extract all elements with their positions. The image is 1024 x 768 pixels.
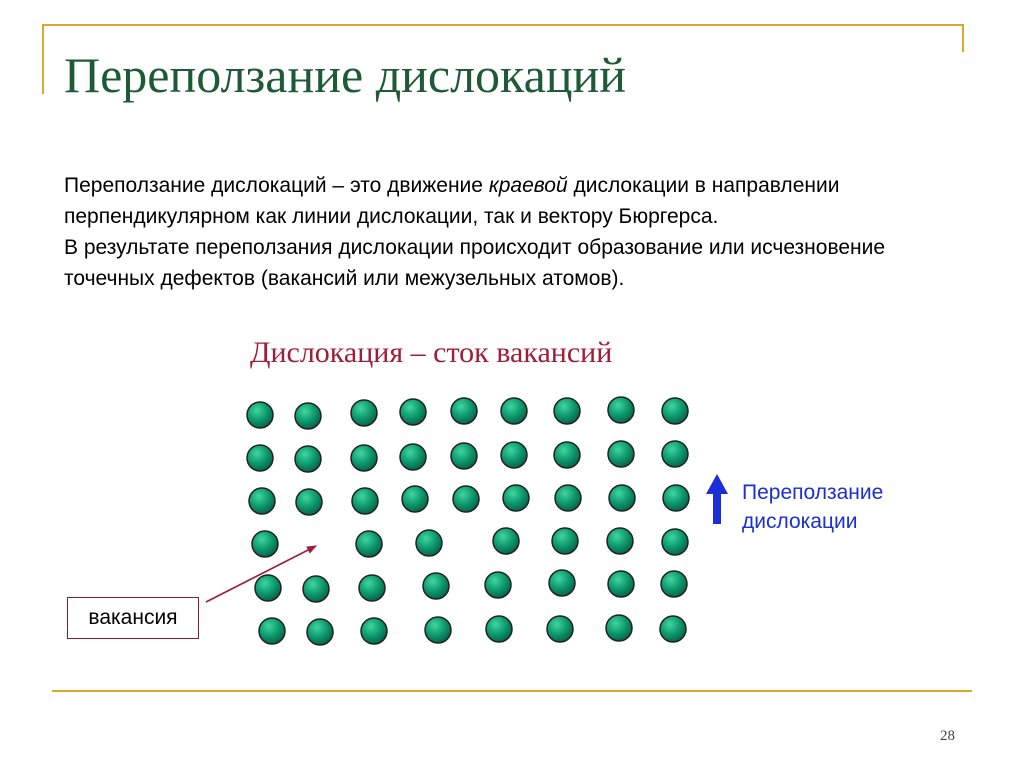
atom: [609, 485, 635, 511]
atom: [247, 402, 273, 428]
slide-title: Переползание дислокаций: [64, 47, 627, 103]
atom: [296, 489, 322, 515]
atoms-group: [247, 397, 689, 645]
atom: [307, 619, 333, 645]
atom: [660, 616, 686, 642]
atom: [552, 528, 578, 554]
atom: [351, 400, 377, 426]
definition-end: дислокации в направлении перпендикулярном как линии дислокации, так и вектору Бюргерса.: [64, 174, 840, 228]
atom: [356, 531, 382, 557]
climb-label-line2: дислокации: [742, 510, 858, 533]
atom: [400, 399, 426, 425]
atom: [554, 442, 580, 468]
atom: [606, 615, 632, 641]
atom: [607, 528, 633, 554]
atom: [554, 398, 580, 424]
atom: [351, 445, 377, 471]
atom: [423, 573, 449, 599]
definition-emphasis: краевой: [488, 174, 568, 197]
atom: [303, 576, 329, 602]
climb-label: [742, 478, 883, 536]
atom: [501, 442, 527, 468]
atom: [608, 571, 634, 597]
atom: [400, 444, 426, 470]
atom: [259, 618, 285, 644]
atom: [425, 617, 451, 643]
paragraph-result: В результате переползания дислокации происходит образование или исчезновение точечных дефектов (вакансий или межузельных атомов).: [64, 236, 886, 290]
atom: [247, 445, 273, 471]
atom: [255, 575, 281, 601]
atom: [485, 572, 511, 598]
page-number: 28: [940, 728, 955, 744]
atom: [451, 398, 477, 424]
atom: [252, 531, 278, 557]
atom: [493, 528, 519, 554]
atom: [361, 618, 387, 644]
frame-bottom-line: [52, 690, 972, 692]
atom: [402, 486, 428, 512]
atom: [547, 616, 573, 642]
climb-up-arrow: [706, 474, 728, 524]
atom: [503, 485, 529, 511]
climb-label-line1: Переползание: [742, 481, 884, 504]
atom: [555, 485, 581, 511]
atom: [608, 397, 634, 423]
atom: [249, 488, 275, 514]
atom: [486, 616, 512, 642]
atom: [662, 441, 688, 467]
definition-start: Переползание дислокаций – это движение: [64, 174, 489, 197]
atom: [416, 530, 442, 556]
atom: [663, 485, 689, 511]
atom: [451, 443, 477, 469]
atom: [295, 446, 321, 472]
atom: [662, 398, 688, 424]
diagram-title: Дислокация – сток вакансий: [250, 336, 613, 369]
vacancy-label-box: вакансия: [67, 597, 199, 639]
atom: [661, 571, 687, 597]
atom: [295, 403, 321, 429]
atom: [662, 529, 688, 555]
atom: [608, 441, 634, 467]
atom: [359, 575, 385, 601]
atom: [501, 398, 527, 424]
atom: [352, 488, 378, 514]
atom: [453, 486, 479, 512]
atom: [549, 570, 575, 596]
